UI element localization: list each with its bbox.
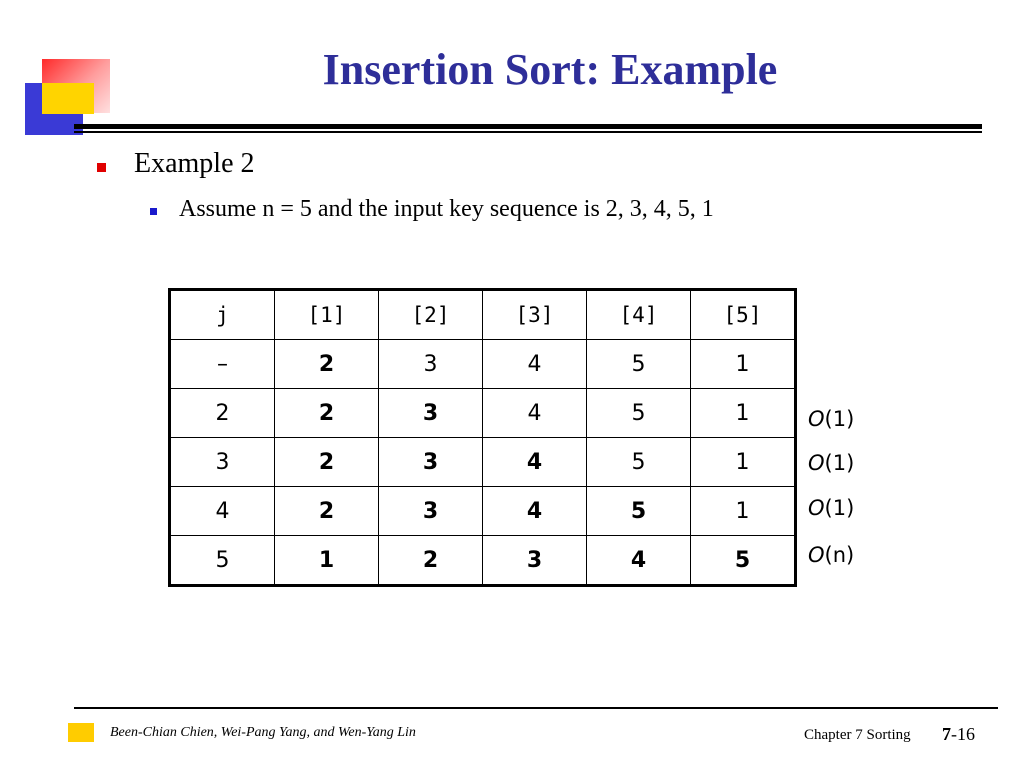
table-cell: 4 — [483, 438, 587, 487]
table-cell: 5 — [691, 536, 796, 586]
complexity-arg: (1) — [824, 496, 855, 520]
sub-bullet-text: Assume n = 5 and the input key sequence is 2, 3, 4, 5, 1 — [179, 196, 714, 222]
table-cell: 3 — [379, 487, 483, 536]
complexity-o: O — [808, 407, 825, 431]
footer-divider — [74, 707, 998, 709]
table-cell: 3 — [170, 438, 275, 487]
table-row — [170, 389, 796, 438]
table-cell: 2 — [275, 340, 379, 389]
footer-authors: Been-Chian Chien, Wei-Pang Yang, and Wen-Yang Lin — [110, 725, 416, 740]
complexity-o: O — [808, 543, 825, 567]
complexity-label — [808, 496, 854, 520]
table-cell: 4 — [483, 389, 587, 438]
slide-title: Insertion Sort: Example — [322, 45, 778, 94]
table-cell: 1 — [691, 438, 796, 487]
page-chapter: 7 — [942, 724, 951, 744]
table-cell: 2 — [275, 389, 379, 438]
complexity-label — [808, 543, 854, 567]
decoration-yellow-square — [42, 83, 94, 114]
footer-yellow-box — [68, 723, 94, 742]
complexity-arg: (1) — [824, 407, 855, 431]
table-header-cell: [4] — [587, 290, 691, 340]
table-row — [170, 536, 796, 586]
footer-chapter: Chapter 7 Sorting — [804, 727, 911, 743]
title-divider-thick — [74, 124, 982, 129]
table-cell: 3 — [379, 438, 483, 487]
table-cell: 1 — [275, 536, 379, 586]
table-row — [170, 487, 796, 536]
table-cell: 4 — [483, 487, 587, 536]
title-divider-thin — [74, 131, 982, 133]
complexity-label — [808, 407, 854, 431]
table-cell: 2 — [275, 438, 379, 487]
table-cell: 2 — [379, 536, 483, 586]
table-cell: 3 — [379, 340, 483, 389]
table-cell: 5 — [170, 536, 275, 586]
table-header-cell: [3] — [483, 290, 587, 340]
table-cell: 4 — [170, 487, 275, 536]
table-cell: 3 — [483, 536, 587, 586]
table-header-cell: j — [170, 290, 275, 340]
insertion-sort-table — [168, 288, 797, 587]
table-cell: 2 — [170, 389, 275, 438]
table-cell: 1 — [691, 389, 796, 438]
table-cell: 4 — [587, 536, 691, 586]
table-cell: 2 — [275, 487, 379, 536]
complexity-arg: (1) — [824, 451, 855, 475]
table-header-cell: [1] — [275, 290, 379, 340]
table-cell: 1 — [691, 487, 796, 536]
table-cell: 5 — [587, 389, 691, 438]
table-cell: 5 — [587, 438, 691, 487]
complexity-o: O — [808, 496, 825, 520]
table-cell: 4 — [483, 340, 587, 389]
page-number — [942, 724, 975, 745]
table-cell: 5 — [587, 340, 691, 389]
table-cell: 3 — [379, 389, 483, 438]
table-cell: 5 — [587, 487, 691, 536]
table-header-cell: [2] — [379, 290, 483, 340]
bullet-text: Example 2 — [134, 148, 255, 179]
square-bullet-small-icon — [150, 208, 157, 215]
table-row — [170, 340, 796, 389]
complexity-arg: (n) — [824, 543, 855, 567]
table-header-row — [170, 290, 796, 340]
table-header-cell: [5] — [691, 290, 796, 340]
table-cell: – — [170, 340, 275, 389]
complexity-o: O — [808, 451, 825, 475]
table-cell: 1 — [691, 340, 796, 389]
square-bullet-icon — [97, 163, 106, 172]
complexity-label — [808, 451, 854, 475]
table-row — [170, 438, 796, 487]
page-index: -16 — [951, 724, 975, 744]
